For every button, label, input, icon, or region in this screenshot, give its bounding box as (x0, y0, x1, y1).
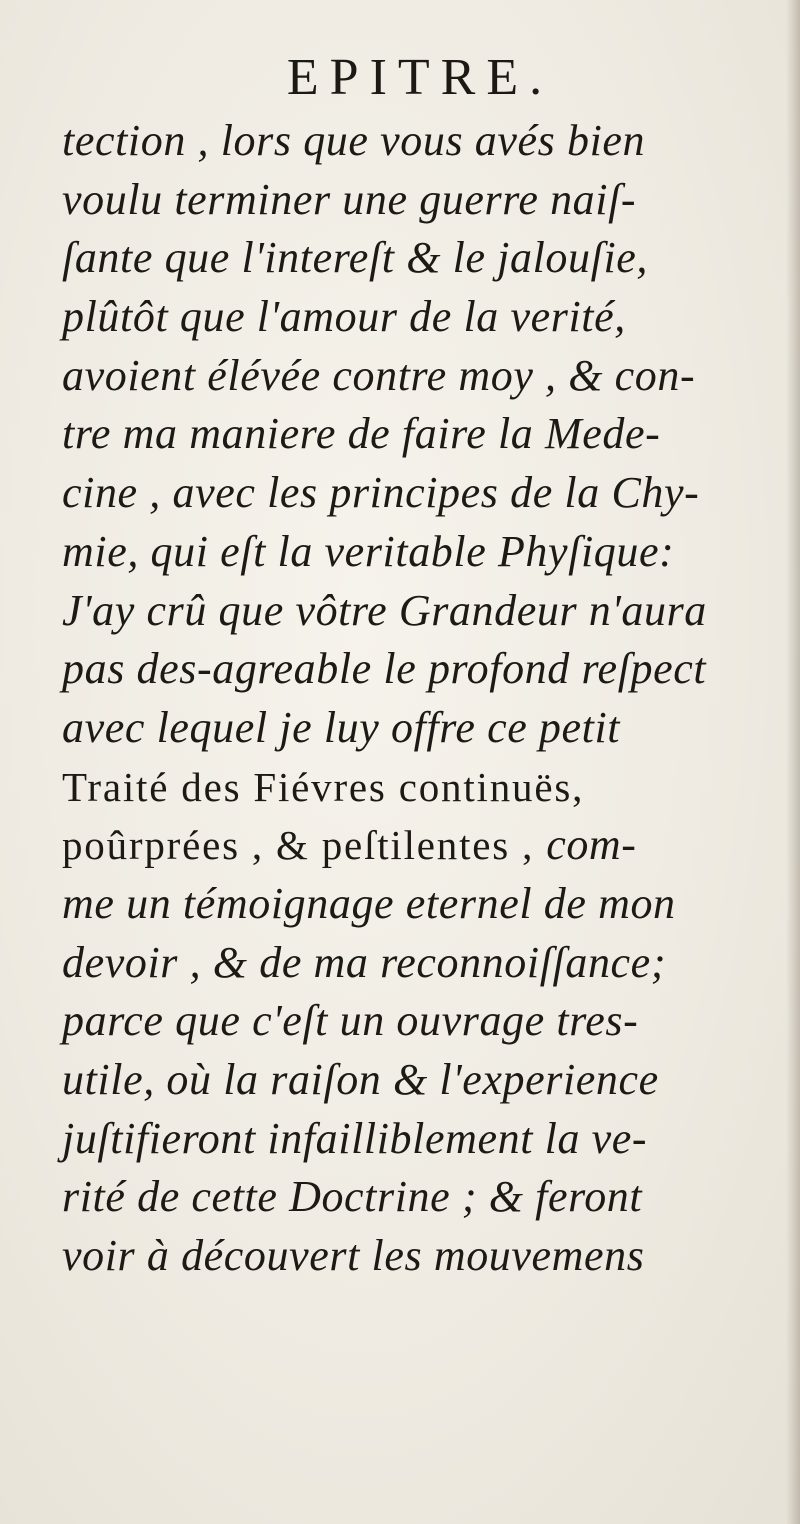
text-line-3: ſante que l'intereſt & le jalouſie, (62, 233, 648, 283)
text-line-11: avec lequel je luy offre ce petit (62, 702, 621, 752)
text-line-19: rité de cette Doctrine ; & feront (62, 1172, 643, 1222)
text-line-6: tre ma maniere de faire la Mede- (62, 409, 661, 459)
text-line-18: juſtifieront infailliblement la ve- (62, 1113, 648, 1163)
text-line-5: avoient élévée contre moy , & con- (62, 350, 696, 400)
text-line-8: mie, qui eſt la veritable Phyſique: (62, 526, 675, 576)
text-line-17: utile, où la raiſon & l'experience (62, 1055, 659, 1104)
page-header: EPITRE. (286, 49, 554, 106)
text-line-13 (62, 816, 782, 875)
text-line-4: plûtôt que l'amour de la verité, (62, 292, 626, 342)
text-line-9: J'ay crû que vôtre Grandeur n'aura (62, 585, 707, 635)
text-line-12: Traité des Fiévres continuës, (62, 763, 585, 810)
text-line-13-roman: poûrprées , & peſtilentes , (62, 822, 547, 869)
text-line-14: me un témoignage eternel de mon (62, 878, 676, 928)
text-line-2: voulu terminer une guerre naiſ- (62, 174, 637, 224)
text-line-1: tection , lors que vous avés bien (62, 116, 646, 165)
text-line-13-italic: com- (546, 820, 637, 870)
text-line-10: pas des-agreable le profond reſpect (62, 644, 707, 694)
text-line-16: parce que c'eſt un ouvrage tres- (62, 996, 639, 1046)
text-line-15: devoir , & de ma reconnoiſſance; (62, 937, 667, 987)
text-line-20: voir à découvert les mouvemens (62, 1231, 645, 1281)
text-line-7: cine , avec les principes de la Chy- (62, 468, 700, 518)
page-edge-shadow (786, 0, 800, 1524)
body-text (62, 112, 782, 1286)
